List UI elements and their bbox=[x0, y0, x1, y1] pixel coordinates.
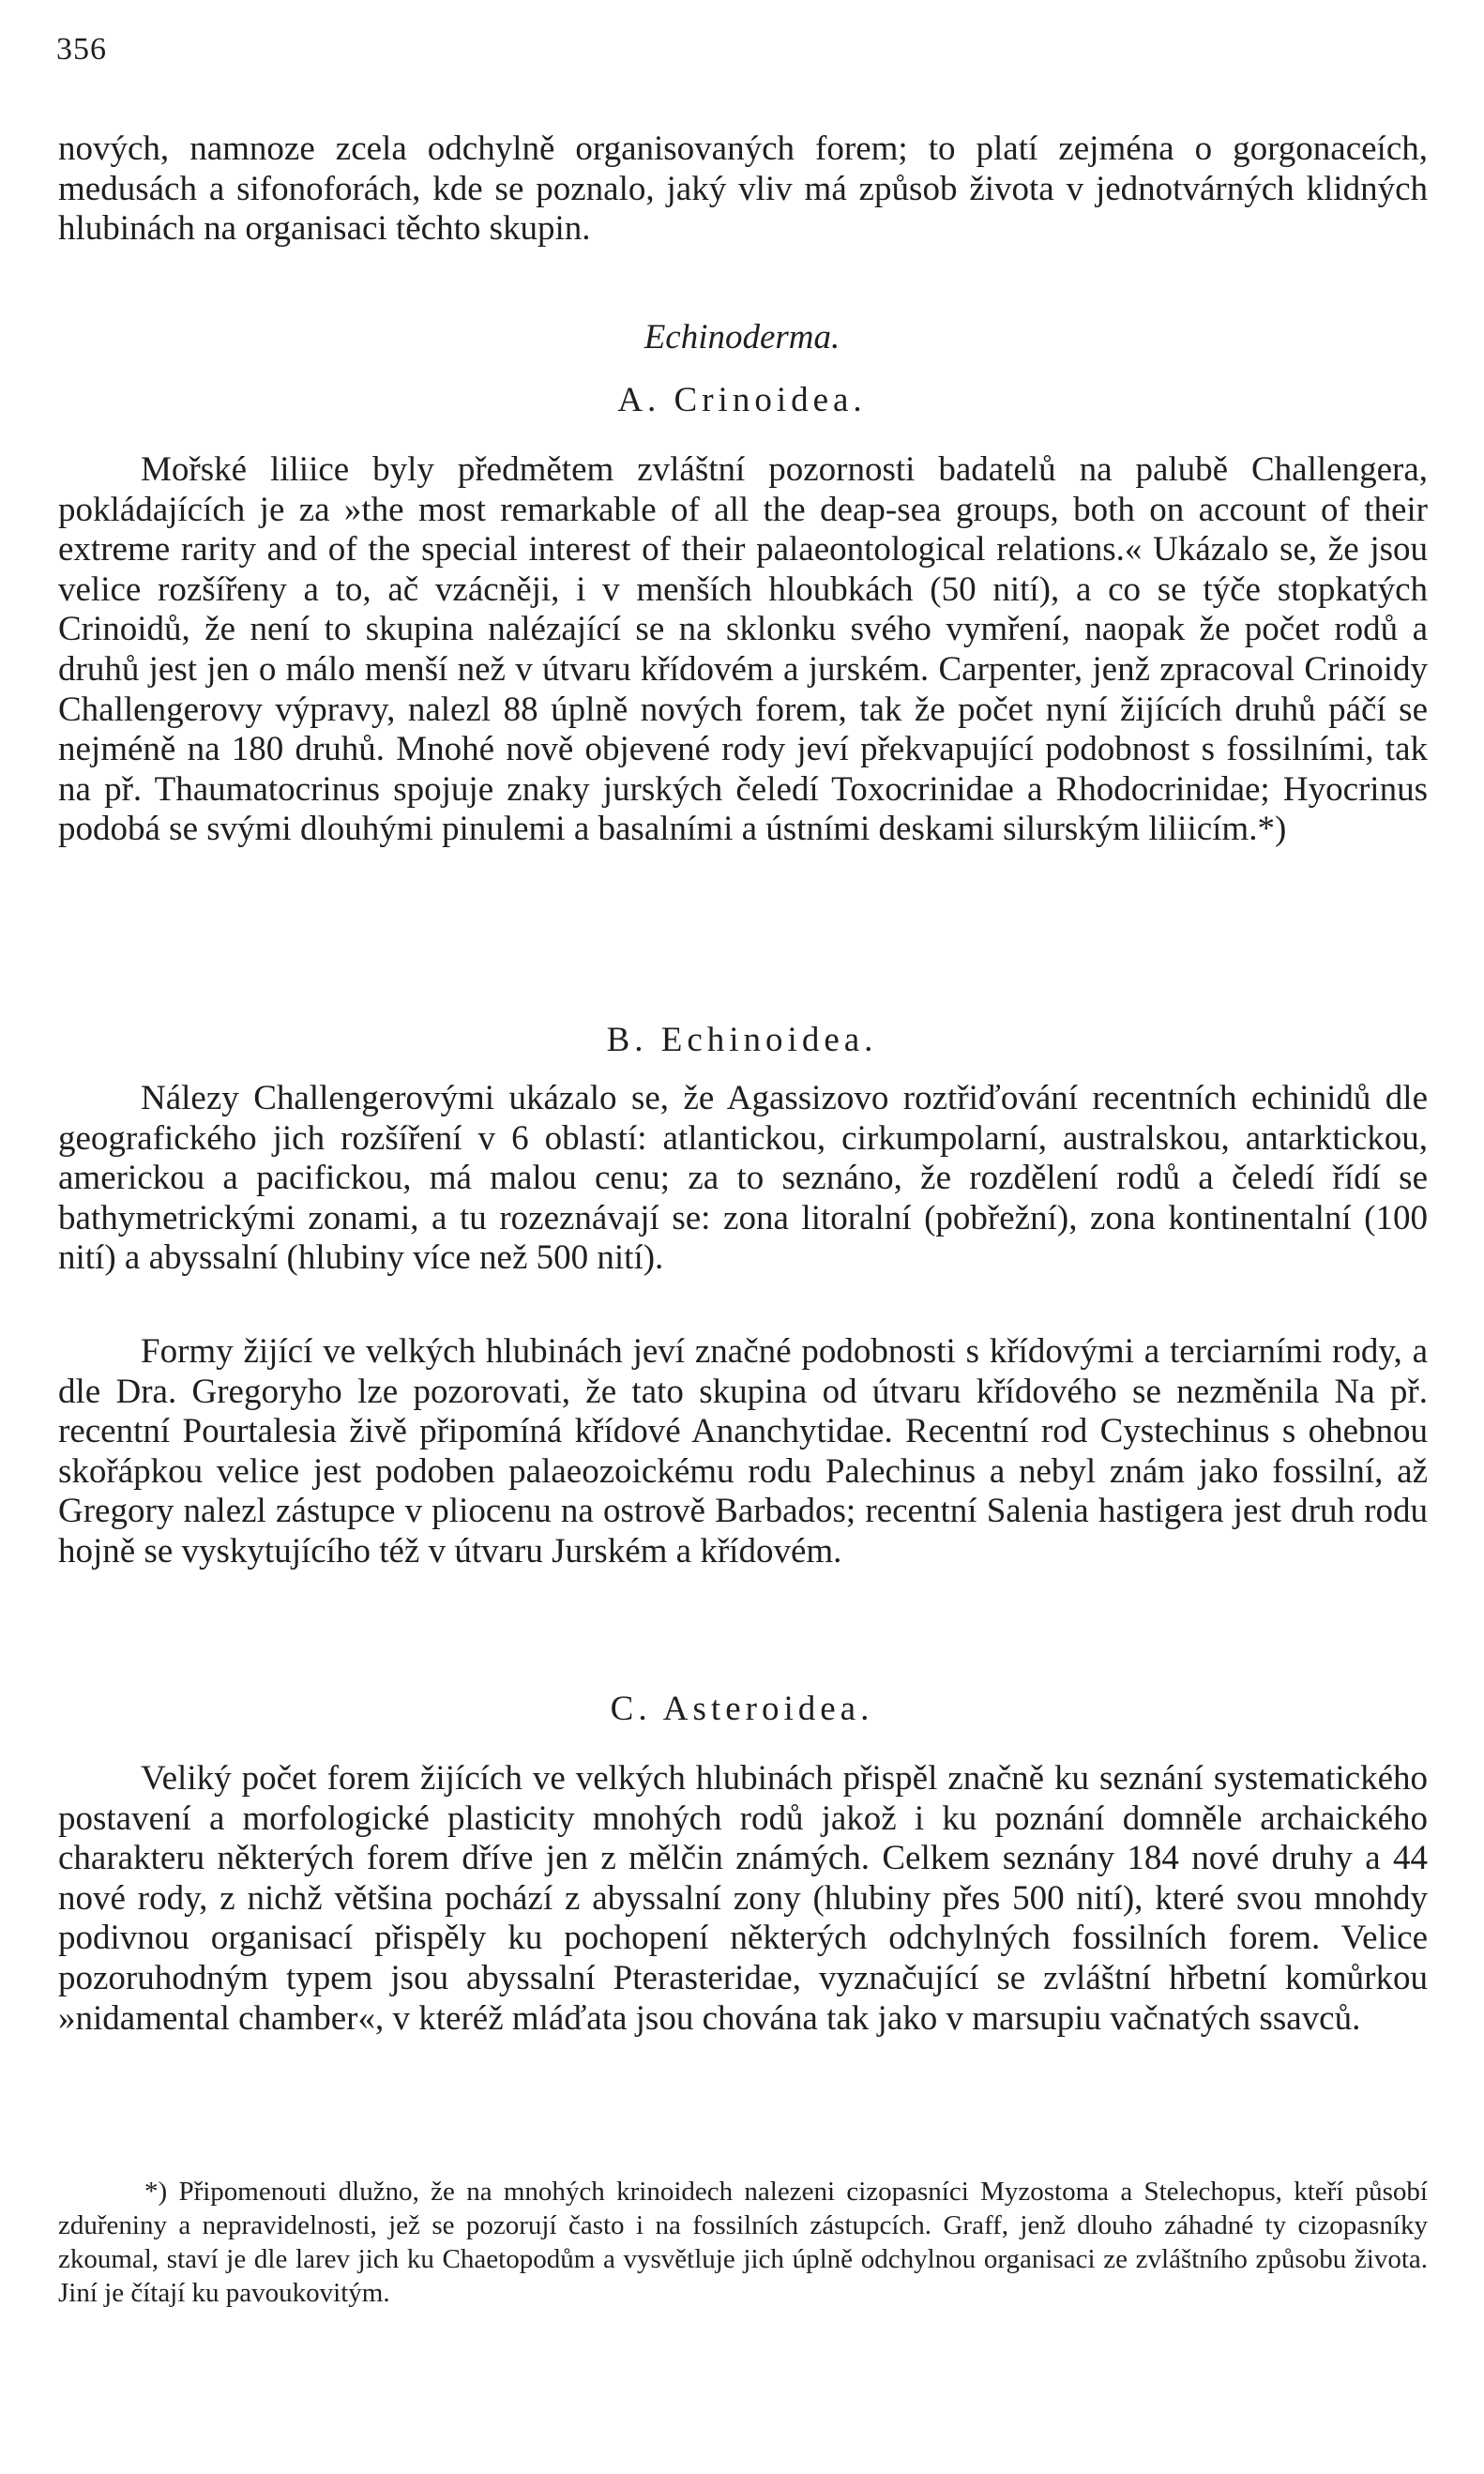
echinoidea-paragraph-2: Formy žijící ve velkých hlubinách jeví značné podobnosti s křídovými a terciarními rody, a dle Dra. Gregoryho lze pozorovati, že tato skupina od útvaru křídového se nezměnila Na př. recentní Pourtalesia živě připomíná křídové Ananchytidae. Recentní rod Cystechinus s ohebnou skořápkou velice jest podoben palaeozoickému rodu Palechinus a nebyl znám jako fossilní, až Gregory nalezl zástupce v pliocenu na ostrově Barbados; recentní Salenia hastigera jest druh rodu hojně se vyskytujícího též v útvaru Jurském a křídovém. bbox=[58, 1332, 1428, 1571]
heading-echinoidea: B. Echinoidea. bbox=[606, 1021, 878, 1059]
heading-asteroidea: C. Asteroidea. bbox=[610, 1690, 874, 1728]
crinoidea-paragraph: Mořské liliice byly předmětem zvláštní pozornosti badatelů na palubě Challengera, pokládajících je za »the most remarkable of all the deap-sea groups, both on account of their extreme rarity and of the special interest of their palaeontological relations.« Ukázalo se, že jsou velice rozšířeny a to, ač vzácněji, i v menších hloubkách (50 nití), a co se týče stopkatých Crinoidů, že není to skupina nalézající se na sklonku svého vymření, naopak že počet rodů a druhů jest jen o málo menší než v útvaru křídovém a jurském. Carpenter, jenž zpracoval Crinoidy Challengerovy výpravy, nalezl 88 úplně nových forem, tak že počet nyní žijících druhů páčí se nejméně na 180 druhů. Mnohé nově objevené rody jeví překvapující podobnost s fossilními, tak na př. Thaumatocrinus spojuje znaky jurských čeledí Toxocrinidae a Rhodocrinidae; Hyocrinus podobá se svými dlouhými pinulemi a basalními a ústními deskami silurským liliicím.*) bbox=[58, 450, 1428, 849]
heading-crinoidea: A. Crinoidea. bbox=[617, 381, 867, 419]
footnote: *) Připomenouti dlužno, že na mnohých krinoidech nalezeni cizopasníci Myzostoma a Stelechopus, kteří působí zduřeniny a nepravidelnosti, jež se pozorují často i na fossilních zástupcích. Graff, jenž dlouho záhadné ty cizopasníky zkoumal, staví je dle larev jich ku Chaetopodům a vysvětluje jich úplně odchylnou organisaci ze zvláštního způsobu života. Jiní je čítají ku pavoukovitým. bbox=[58, 2177, 1428, 2308]
page-number: 356 bbox=[56, 32, 107, 67]
asteroidea-paragraph: Veliký počet forem žijících ve velkých hlubinách přispěl značně ku seznání systematického postavení a morfologické plasticity mnohých rodů jakož i ku poznání domněle archaického charakteru některých forem dříve jen z mělčin známých. Celkem seznány 184 nové druhy a 44 nové rody, z nichž většina pochází z abyssalní zony (hlubiny přes 500 nití), které svou mnohdy podivnou organisací přispěly ku pochopení některých odchylných fossilních forem. Velice pozoruhodným typem jsou abyssalní Pterasteridae, vyznačující se zvláštní hřbetní komůrkou »nidamental chamber«, v kteréž mláďata jsou chována tak jako v marsupiu vačnatých ssavců. bbox=[58, 1759, 1428, 2038]
echinoidea-paragraph-1: Nálezy Challengerovými ukázalo se, že Agassizovo roztřiďování recentních echinidů dle geografického jich rozšíření v 6 oblastí: atlantickou, cirkumpolarní, australskou, antarktickou, americkou a pacifickou, má malou cenu; za to seznáno, že rozdělení rodů a čeledí řídí se bathymetrickými zonami, a tu rozeznávají se: zona litoralní (pobřežní), zona kontinentalní (100 nití) a abyssalní (hlubiny více než 500 nití). bbox=[58, 1079, 1428, 1278]
section-title-echinoderma: Echinoderma. bbox=[644, 318, 840, 357]
intro-paragraph: nových, namnoze zcela odchylně organisovaných forem; to platí zejména o gorgonaceích, medusách a sifonoforách, kde se poznalo, jaký vliv má způsob života v jednotvárných klidných hlubinách na organisaci těchto skupin. bbox=[58, 129, 1428, 249]
